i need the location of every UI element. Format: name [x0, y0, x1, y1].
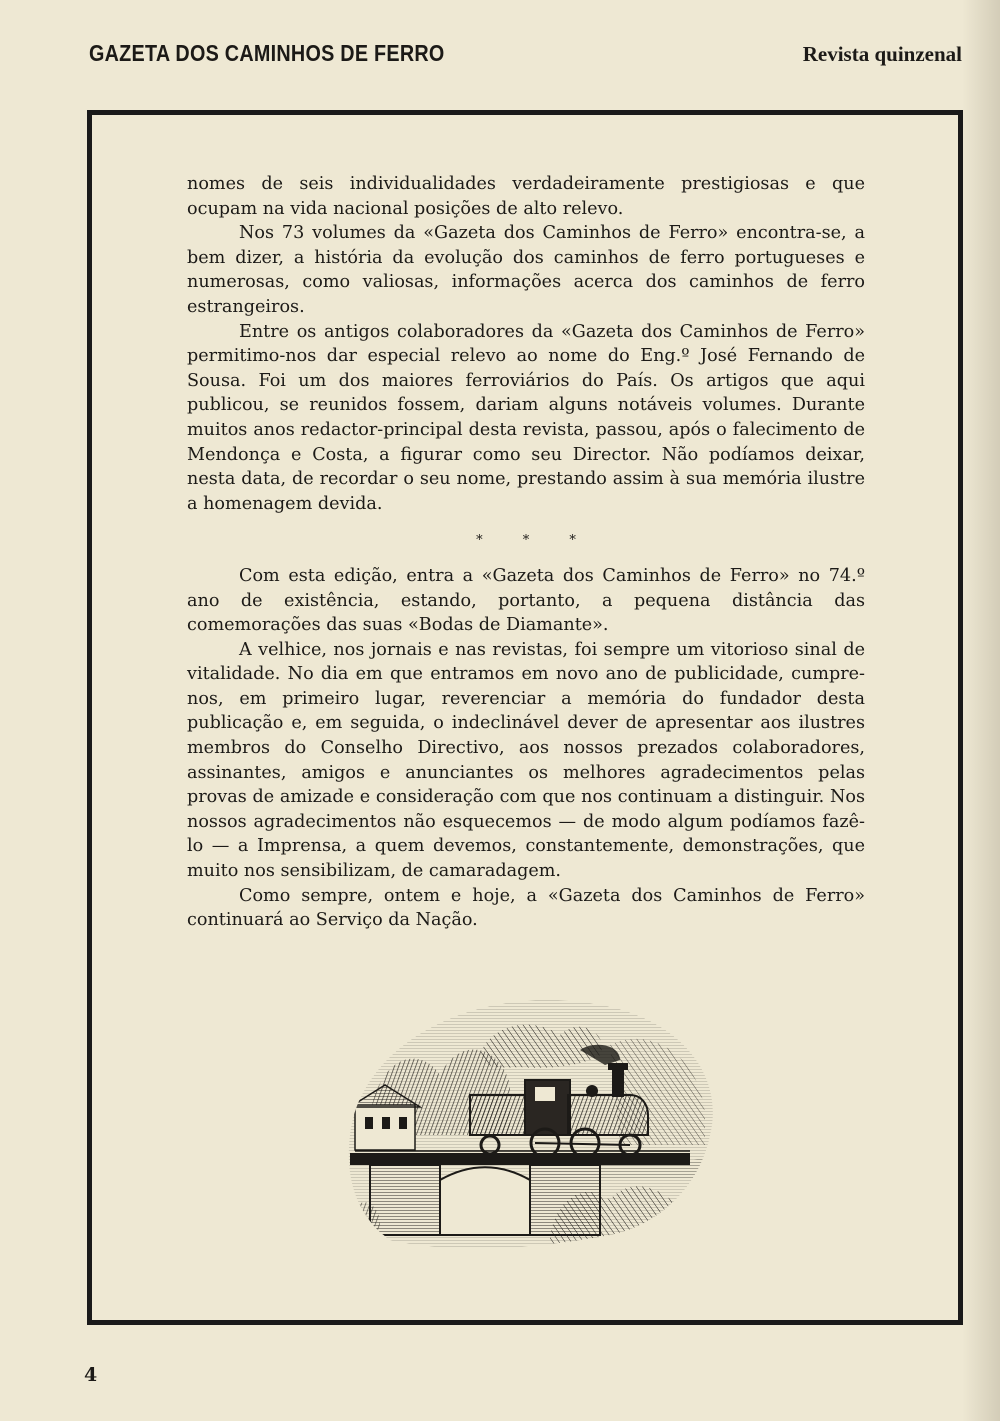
- page-number: 4: [84, 1364, 98, 1386]
- section-separator: * * *: [476, 533, 594, 549]
- steam-locomotive-engraving-icon: [330, 985, 720, 1255]
- article-paragraph: A velhice, nos jornais e nas revistas, foi sempre um vitorioso sinal de vitalidade. No dia em que entramos em novo ano de publicidade, cumpre-nos, em primeiro lugar, reverenciar a memória do fundador desta publicação e, em seguida, o indeclinável dever de apresentar aos ilustres membros do Conselho Directivo, aos nossos prezados colaboradores, assinantes, amigos e anunciantes os melhores agradecimentos pelas provas de amizade e consideração com que nos continuam a distinguir. Nos nossos agradecimentos não esquecemos — de modo algum podíamos fazê-lo — a Imprensa, a quem devemos, constantemente, demonstrações, que muito nos sensibilizam, de camaradagem.: [187, 639, 865, 882]
- page-edge-shadow: [962, 0, 1000, 1421]
- article-paragraph: Como sempre, ontem e hoje, a «Gazeta dos Caminhos de Ferro» continuará ao Serviço da Nação.: [187, 885, 865, 931]
- article-paragraph: Com esta edição, entra a «Gazeta dos Caminhos de Ferro» no 74.º ano de existência, estando, portanto, a pequena distância das comemorações das suas «Bodas de Diamante».: [187, 565, 865, 636]
- article-paragraph: Nos 73 volumes da «Gazeta dos Caminhos de Ferro» encontra-se, a bem dizer, a história da evolução dos caminhos de ferro portugueses e numerosas, como valiosas, informações acerca dos caminhos de ferro estrangeiros.: [187, 223, 865, 317]
- article-paragraph: Entre os antigos colaboradores da «Gazeta dos Caminhos de Ferro» permitimo-nos dar especial relevo ao nome do Eng.º José Fernando de Sousa. Foi um dos maiores ferroviários do País. Os artigos que aqui publicou, se reunidos fossem, dariam alguns notáveis volumes. Durante muitos anos redactor-principal desta revista, passou, após o falecimento de Mendonça e Costa, a figurar como seu Director. Não podíamos deixar, nesta data, de recordar o seu nome, prestando assim à sua memória ilustre a homenagem devida.: [187, 321, 865, 514]
- article-paragraph: nomes de seis individualidades verdadeiramente prestigiosas e que ocupam na vida nacional posições de alto relevo.: [187, 174, 865, 219]
- article-body: [187, 172, 865, 933]
- journal-subtitle: Revista quinzenal: [802, 42, 962, 66]
- journal-title: GAZETA DOS CAMINHOS DE FERRO: [89, 40, 445, 66]
